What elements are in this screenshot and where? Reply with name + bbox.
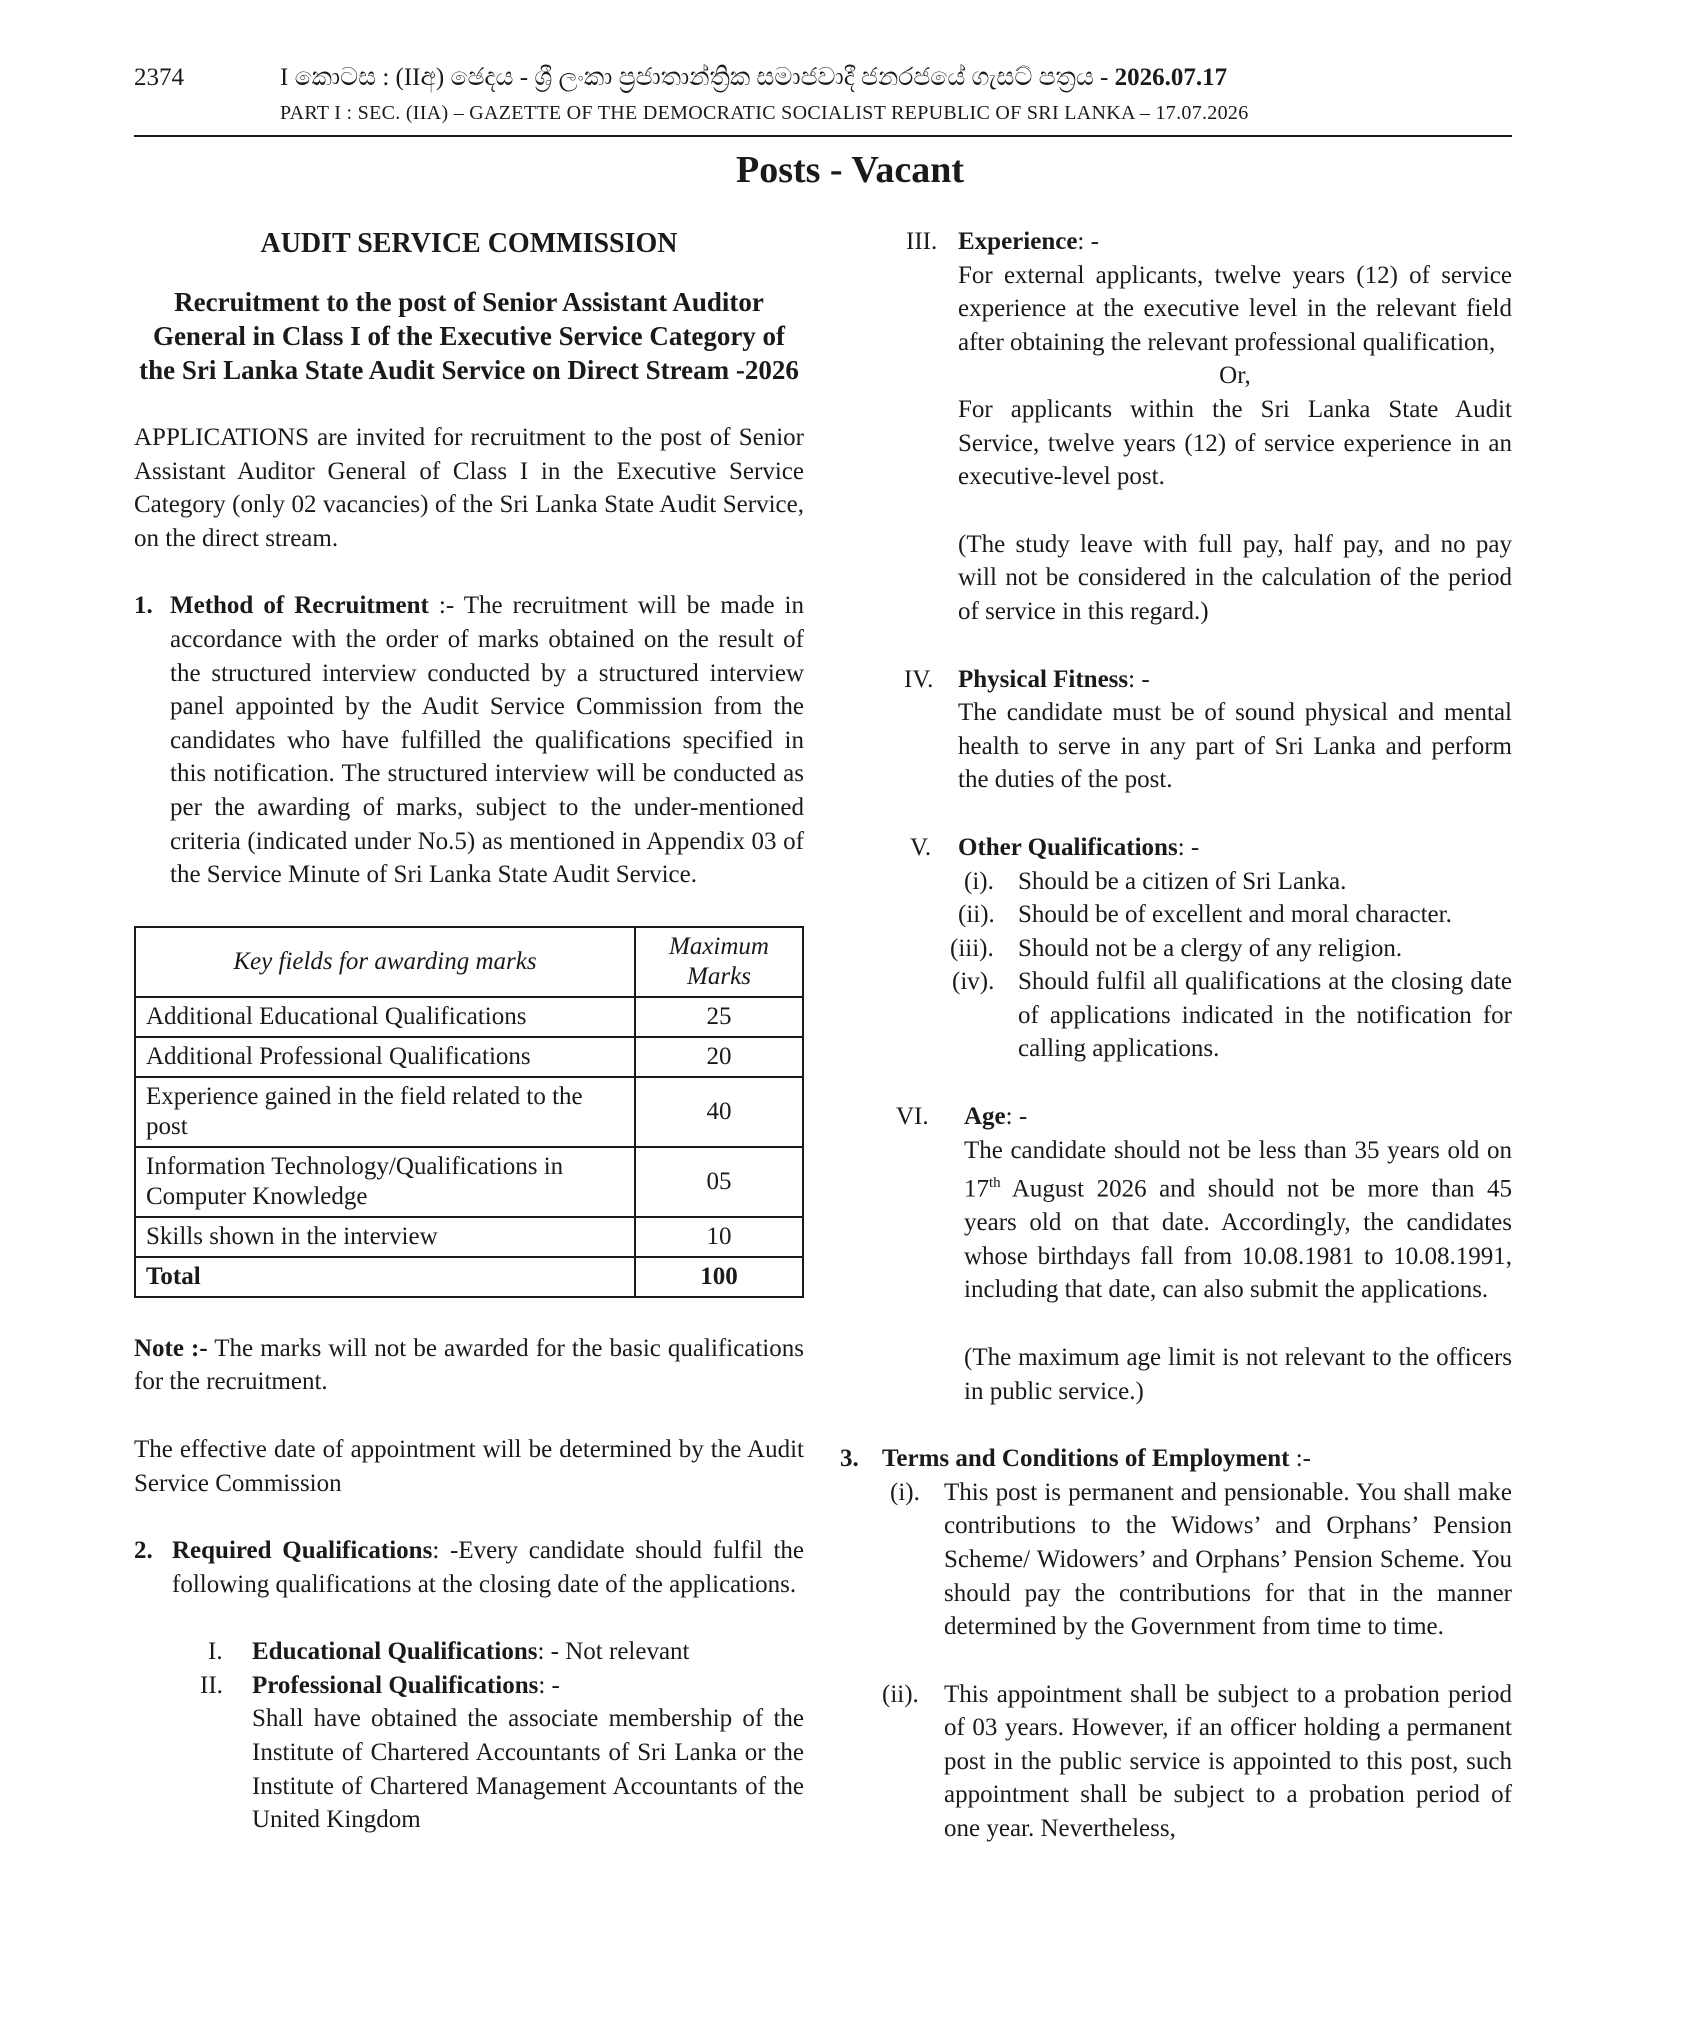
header-sinhala-date: 2026.07.17 bbox=[1114, 64, 1228, 91]
header-key-fields: Key fields for awarding marks bbox=[135, 927, 635, 997]
item-label: Physical Fitness bbox=[958, 665, 1129, 693]
item-label: Professional Qualifications bbox=[252, 1671, 539, 1699]
experience-body-1: For external applicants, twelve years (12) of service experience at the executive level in the relevant field after obtaining the relevant professional qualification, bbox=[958, 261, 1512, 356]
item-number: 2. bbox=[134, 1537, 153, 1565]
item-text: : - Not relevant bbox=[537, 1638, 690, 1666]
sub-number: (ii). bbox=[958, 901, 995, 929]
table-row bbox=[135, 1037, 803, 1077]
item-number: 3. bbox=[840, 1445, 859, 1473]
experience-body-2: For applicants within the Sri Lanka State Audit Service, twelve years (12) of service experience in an executive-level post. bbox=[958, 395, 1512, 491]
item-text: :- bbox=[1289, 1445, 1312, 1473]
list-item bbox=[840, 932, 1512, 966]
commission-title: AUDIT SERVICE COMMISSION bbox=[260, 228, 678, 259]
age-body-a: The candidate should not be less than 35 years old on 17 bbox=[964, 1136, 1512, 1203]
header-sinhala-text: I කොටස : (IIඅ) ඡෙදය - ශ්‍රී ලංකා ප්‍රජාතාන්ත්‍රික සමාජවාදී ජනරජයේ ගැසට් පත්‍රය - bbox=[280, 64, 1115, 91]
sub-text: Should be of excellent and moral character. bbox=[1018, 901, 1452, 929]
table-row bbox=[135, 1147, 803, 1217]
sub-number: (iii). bbox=[950, 934, 994, 962]
item-label: Terms and Conditions of Employment bbox=[882, 1445, 1290, 1473]
table-header-row bbox=[135, 927, 803, 997]
age-note: (The maximum age limit is not relevant to the officers in public service.) bbox=[964, 1343, 1512, 1405]
fitness-body: The candidate must be of sound physical and mental health to serve in any part of Sri Lanka and perform the duties of the post. bbox=[958, 699, 1512, 794]
sub-number: (i). bbox=[890, 1478, 920, 1506]
list-item bbox=[840, 1678, 1512, 1846]
row-field: Additional Educational Qualifications bbox=[135, 997, 635, 1037]
item-text: :- The recruitment will be made in accordance with the order of marks obtained on the result of the structured interview conducted by a structured interview panel appointed by the Audit Service Commission from the candidates who have fulfilled the qualifications specified in this notification. The structured interview will be conducted as per the awarding of marks, subject to the under-mentioned criteria (indicated under No.5) as mentioned in Appendix 03 of the Service Minute of Sri Lanka State Audit Service. bbox=[170, 592, 805, 889]
physical-fitness bbox=[840, 663, 1512, 797]
item-label: Method of Recruitment bbox=[170, 592, 429, 620]
experience-or: Or, bbox=[1219, 362, 1251, 390]
table-row bbox=[135, 1217, 803, 1257]
item-number: II. bbox=[200, 1671, 223, 1699]
gazette-header-english: PART I : SEC. (IIA) – GAZETTE OF THE DEMOCRATIC SOCIALIST REPUBLIC OF SRI LANKA – 17.07.2026 bbox=[280, 102, 1249, 124]
item-text: : - bbox=[538, 1671, 560, 1699]
note-text: The marks will not be awarded for the basic qualifications for the recruitment. bbox=[134, 1334, 804, 1396]
header-rule bbox=[134, 135, 1512, 137]
age-body bbox=[964, 1134, 1512, 1307]
item-number: VI. bbox=[896, 1103, 929, 1131]
row-field: Additional Professional Qualifications bbox=[135, 1037, 635, 1077]
item-text: : -Every candidate should fulfil the following qualifications at the closing date of the applications. bbox=[172, 1537, 804, 1598]
item-text: : - bbox=[1077, 228, 1099, 255]
row-field: Experience gained in the field related to the post bbox=[135, 1077, 635, 1147]
professional-body: Shall have obtained the associate membership of the Institute of Chartered Accountants of Sri Lanka or the Institute of Chartered Management Accountants of the United Kingdom bbox=[252, 1705, 804, 1834]
total-value: 100 bbox=[635, 1257, 803, 1297]
other-qualifications bbox=[840, 831, 1512, 1066]
table-row bbox=[135, 997, 803, 1037]
note-label: Note :- bbox=[134, 1334, 208, 1362]
item-number: III. bbox=[906, 228, 938, 255]
row-marks: 20 bbox=[635, 1037, 803, 1077]
educational-qualifications bbox=[134, 1635, 804, 1669]
sub-text: This post is permanent and pensionable. You shall make contributions to the Widows’ and Orphans’ Pension Scheme/ Widowers’ and Orphans’ Pension Scheme. You should pay the contributions for that in the manner determined by the Government from time to time. bbox=[944, 1478, 1512, 1641]
item-label: Required Qualifications bbox=[172, 1537, 433, 1565]
item-label: Experience bbox=[958, 228, 1078, 255]
intro-paragraph: APPLICATIONS are invited for recruitment to the post of Senior Assistant Auditor General of Class I in the Executive Service Category (only 02 vacancies) of the Sri Lanka State Audit Service, on the direct stream. bbox=[134, 424, 804, 552]
row-field: Information Technology/Qualifications in Computer Knowledge bbox=[135, 1147, 635, 1217]
item-number: I. bbox=[208, 1638, 223, 1666]
header-maximum-marks: Maximum Marks bbox=[635, 927, 803, 997]
terms-and-conditions bbox=[840, 1442, 1512, 1846]
item-number: V. bbox=[910, 833, 932, 861]
age-superscript: th bbox=[989, 1175, 1001, 1192]
professional-qualifications bbox=[134, 1669, 804, 1837]
note-paragraph bbox=[134, 1332, 804, 1399]
row-marks: 05 bbox=[635, 1147, 803, 1217]
sub-text: Should be a citizen of Sri Lanka. bbox=[1018, 867, 1347, 895]
table-row bbox=[135, 1077, 803, 1147]
age-body-b: August 2026 and should not be more than 45 years old on that date. Accordingly, the candidates whose birthdays fall from 10.08.1981 to 10.08.1991, including that date, can also submit the applications. bbox=[964, 1175, 1512, 1304]
table-total-row bbox=[135, 1257, 803, 1297]
item-number: 1. bbox=[134, 592, 153, 620]
marks-table bbox=[134, 926, 804, 1298]
total-label: Total bbox=[135, 1257, 635, 1297]
item-text: : - bbox=[1128, 665, 1150, 693]
gazette-header-sinhala bbox=[280, 64, 1500, 92]
sub-number: (ii). bbox=[882, 1680, 919, 1708]
sub-text: Should not be a clergy of any religion. bbox=[1018, 934, 1403, 962]
item-text: : - bbox=[1005, 1103, 1028, 1131]
effective-date-paragraph: The effective date of appointment will be determined by the Audit Service Commission bbox=[134, 1435, 804, 1497]
item-number: IV. bbox=[904, 665, 934, 693]
sub-number: (i). bbox=[964, 867, 994, 895]
row-marks: 10 bbox=[635, 1217, 803, 1257]
list-item bbox=[840, 965, 1512, 1066]
item-label: Other Qualifications bbox=[958, 833, 1178, 861]
list-item bbox=[840, 1476, 1512, 1644]
sub-text: Should fulfil all qualifications at the closing date of applications indicated in the notification for calling applications. bbox=[1018, 968, 1512, 1063]
age bbox=[840, 1100, 1512, 1408]
section-heading: Posts - Vacant bbox=[735, 149, 965, 191]
left-column bbox=[134, 225, 804, 1837]
sub-number: (iv). bbox=[952, 968, 995, 996]
row-marks: 25 bbox=[635, 997, 803, 1037]
item-label: Educational Qualifications bbox=[252, 1638, 538, 1666]
right-column bbox=[840, 225, 1512, 1846]
experience-note: (The study leave with full pay, half pay, and no pay will not be considered in the calculation of the period of service in this regard.) bbox=[958, 530, 1512, 625]
method-of-recruitment bbox=[134, 589, 804, 891]
item-text: : - bbox=[1177, 833, 1200, 861]
post-title: Recruitment to the post of Senior Assistant Auditor General in Class I of the Executive Service Category of the Sri Lanka State Audit Service on Direct Stream -2026 bbox=[139, 287, 799, 385]
item-label: Age bbox=[964, 1103, 1006, 1131]
sub-text: This appointment shall be subject to a probation period of 03 years. However, if an officer holding a permanent post in the public service is appointed to this post, such appointment shall be subject to a probation period of one year. Nevertheless, bbox=[944, 1680, 1512, 1843]
list-item bbox=[840, 865, 1512, 899]
row-marks: 40 bbox=[635, 1077, 803, 1147]
row-field: Skills shown in the interview bbox=[135, 1217, 635, 1257]
required-qualifications bbox=[134, 1534, 804, 1601]
list-item bbox=[840, 898, 1512, 932]
experience bbox=[840, 225, 1512, 629]
page-number: 2374 bbox=[134, 64, 184, 91]
